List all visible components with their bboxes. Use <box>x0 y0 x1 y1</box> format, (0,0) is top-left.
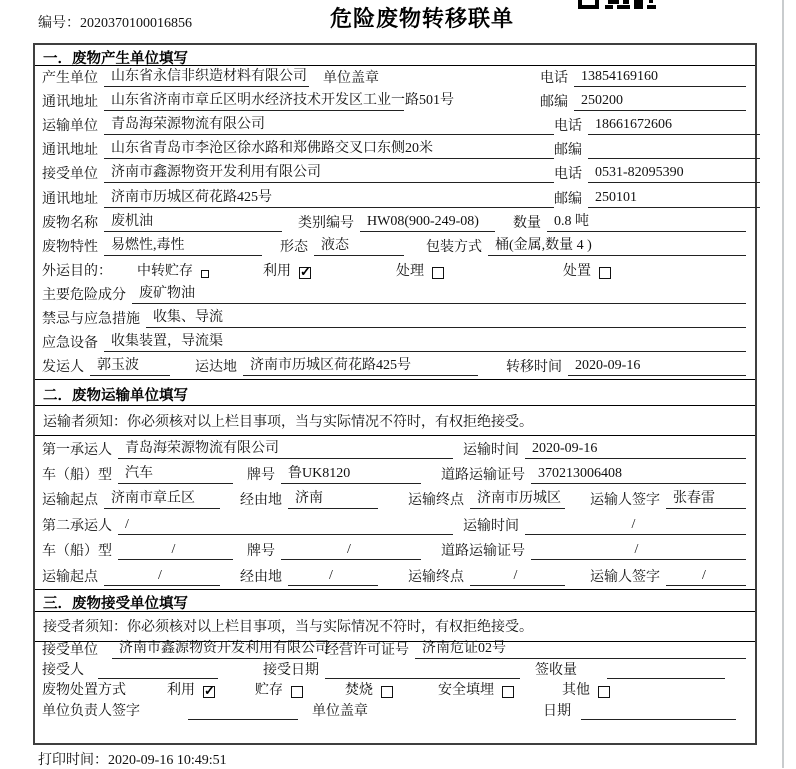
option-label: 其他 <box>562 683 590 699</box>
address-label: 通讯地址 <box>42 191 98 207</box>
print-time-label: 打印时间： <box>38 753 108 768</box>
date-label: 日期 <box>543 703 571 719</box>
option-label: 处置 <box>563 263 591 279</box>
row-accept-person <box>35 662 755 682</box>
destination-value: 济南市历城区荷花路425号 <box>243 354 478 376</box>
phone-label: 电话 <box>540 71 568 87</box>
road-license-2-value: / <box>531 542 746 560</box>
form-label: 形态 <box>280 239 308 255</box>
vehicle-type-2-value: / <box>118 542 233 560</box>
receiver-address-value: 济南市历城区荷花路425号 <box>104 186 554 208</box>
row-vehicle-1 <box>35 462 755 487</box>
row-producer-address <box>35 90 755 114</box>
transporter-address-value: 山东省青岛市李沧区徐水路和郑佛路交叉口东侧20米 <box>104 137 554 159</box>
receiver-unit-label: 接受单位 <box>42 167 98 183</box>
via-label: 经由地 <box>240 493 282 509</box>
date-value <box>581 704 736 720</box>
waste-name-label: 废物名称 <box>42 215 98 231</box>
accept-person-value <box>98 663 218 679</box>
vehicle-type-value: 汽车 <box>118 462 233 484</box>
category-value: HW08(900-249-08) <box>360 214 495 232</box>
serial-number <box>38 12 192 32</box>
row-main-hazard <box>35 283 755 307</box>
category-label: 类别编号 <box>298 215 354 231</box>
end-2-value: / <box>470 568 565 586</box>
section1-header: 一．废物产生单位填写 <box>35 45 755 66</box>
receiver-zip-value: 250101 <box>588 190 760 208</box>
end-value: 济南市历城区 <box>470 487 565 509</box>
accept-date-label: 接受日期 <box>263 663 319 679</box>
print-time <box>38 749 227 769</box>
checkbox-other <box>598 686 610 698</box>
waste-character-value: 易燃性,毒性 <box>104 234 262 256</box>
row-receiver-address <box>35 186 755 210</box>
row-first-carrier <box>35 436 755 461</box>
receiver-unit-value: 济南市鑫源物资开发利用有限公司 <box>104 161 554 183</box>
option-label: 中转贮存 <box>137 263 193 279</box>
main-hazard-label: 主要危险成分 <box>42 287 126 303</box>
end-label: 运输终点 <box>408 569 464 585</box>
row-waste-name <box>35 211 755 235</box>
destination-label: 运达地 <box>195 360 237 376</box>
plate-2-value: / <box>281 542 421 560</box>
first-carrier-label: 第一承运人 <box>42 442 112 458</box>
receiver-phone-value: 0531-82095390 <box>588 165 760 183</box>
signed-amount-value <box>607 663 725 679</box>
disposal-method-label: 废物处置方式 <box>42 683 126 699</box>
section2-header: 二．废物运输单位填写 <box>35 379 755 406</box>
transport-time-label: 运输时间 <box>463 442 519 458</box>
unit-seal-label: 单位盖章 <box>312 703 368 719</box>
row-producer-unit <box>35 66 755 90</box>
option-label: 利用 <box>167 683 195 699</box>
accept-date-value <box>325 663 520 679</box>
phone-label: 电话 <box>554 167 582 183</box>
second-carrier-label: 第二承运人 <box>42 518 112 534</box>
row-taboo-measures <box>35 307 755 331</box>
checkbox-incinerate <box>381 686 393 698</box>
taboo-measures-value: 收集、导流 <box>146 306 746 328</box>
head-signature-label: 单位负责人签字 <box>42 703 140 719</box>
row-accept-unit <box>35 642 755 662</box>
plate-value: 鲁UK8120 <box>281 462 421 484</box>
transport-time-value: 2020-09-16 <box>525 441 746 459</box>
transport-unit-label: 运输单位 <box>42 119 98 135</box>
row-waste-character <box>35 235 755 259</box>
form-value: 液态 <box>314 234 404 256</box>
plate-label: 牌号 <box>247 468 275 483</box>
row-transfer-purpose <box>35 259 755 283</box>
consignor-label: 发运人 <box>42 360 84 376</box>
checkbox-dispose <box>599 267 611 279</box>
vehicle-type-label: 车（船）型 <box>42 468 112 483</box>
road-license-label: 道路运输证号 <box>441 468 525 483</box>
page-edge-line <box>782 0 784 768</box>
option-label: 贮存 <box>255 683 283 699</box>
zip-label: 邮编 <box>554 143 582 159</box>
origin-2-value: / <box>104 568 220 586</box>
signed-amount-label: 签收量 <box>535 663 577 679</box>
transporter-phone-value: 18661672606 <box>588 117 760 135</box>
row-transporter-address <box>35 138 755 162</box>
row-receiver-unit <box>35 162 755 186</box>
via-value: 济南 <box>288 487 378 509</box>
transfer-purpose-label: 外运目的： <box>42 263 112 279</box>
road-license-value: 370213006408 <box>531 466 746 484</box>
option-label: 处理 <box>396 263 424 279</box>
transport-unit-value: 青岛海荣源物流有限公司 <box>104 113 554 135</box>
checkbox-utilize-receive <box>203 686 215 698</box>
emergency-equipment-value: 收集装置，导流渠 <box>104 330 746 352</box>
waste-name-value: 废机油 <box>104 210 282 232</box>
transfer-time-value: 2020-09-16 <box>568 358 746 376</box>
zip-label: 邮编 <box>540 95 568 111</box>
second-carrier-value: / <box>118 517 453 535</box>
page-title: 危险废物转移联单 <box>330 6 515 31</box>
row-vehicle-2 <box>35 538 755 563</box>
serial-value: 2020370100016856 <box>80 16 192 31</box>
row-head-signature <box>35 702 755 722</box>
row-route-1 <box>35 487 755 512</box>
origin-label: 运输起点 <box>42 569 98 585</box>
via-2-value: / <box>288 568 378 586</box>
taboo-measures-label: 禁忌与应急措施 <box>42 312 140 328</box>
via-label: 经由地 <box>240 569 282 585</box>
quantity-value: 0.8 吨 <box>547 210 746 232</box>
checkbox-treat <box>432 267 444 279</box>
plate-label: 牌号 <box>247 544 275 560</box>
row-disposal-method <box>35 682 755 702</box>
checkbox-store <box>291 686 303 698</box>
producer-phone-value: 13854169160 <box>574 69 746 87</box>
zip-label: 邮编 <box>554 191 582 207</box>
option-label: 安全填埋 <box>438 683 494 699</box>
row-second-carrier <box>35 512 755 537</box>
packing-value: 桶(金属,数量 4 ) <box>488 234 746 256</box>
row-consignor <box>35 355 755 379</box>
address-label: 通讯地址 <box>42 95 98 111</box>
producer-address-value: 山东省济南市章丘区明水经济技术开发区工业一路501号 <box>104 89 404 111</box>
qr-code-fragment <box>578 0 656 9</box>
transporter-notice: 运输者须知：你必须核对以上栏目事项，当与实际情况不符时，有权拒绝接受。 <box>35 406 755 436</box>
carrier-sign-2-value: / <box>666 568 746 586</box>
transport-time-label: 运输时间 <box>463 518 519 534</box>
serial-label: 编号： <box>38 16 80 31</box>
main-hazard-value: 废矿物油 <box>132 282 746 304</box>
checkbox-transit-storage <box>201 270 209 278</box>
producer-unit-label: 产生单位 <box>42 71 98 87</box>
option-label: 焚烧 <box>345 683 373 699</box>
waste-character-label: 废物特性 <box>42 239 98 255</box>
accept-person-label: 接受人 <box>42 663 84 679</box>
row-route-2 <box>35 563 755 588</box>
packing-label: 包装方式 <box>426 239 482 255</box>
quantity-label: 数量 <box>513 215 541 231</box>
consignor-value: 郭玉波 <box>90 354 170 376</box>
emergency-equipment-label: 应急设备 <box>42 336 98 352</box>
row-transport-unit <box>35 114 755 138</box>
option-label: 利用 <box>263 263 291 279</box>
permit-label: 经营许可证号 <box>325 642 409 658</box>
print-time-value: 2020-09-16 10:49:51 <box>108 753 227 768</box>
carrier-sign-label: 运输人签字 <box>590 569 660 585</box>
origin-label: 运输起点 <box>42 493 98 509</box>
origin-value: 济南市章丘区 <box>104 487 220 509</box>
producer-unit-value: 山东省永信非织造材料有限公司 <box>104 65 309 87</box>
producer-zip-value: 250200 <box>574 93 746 111</box>
carrier-sign-label: 运输人签字 <box>590 493 660 509</box>
transport-time-2-value: / <box>525 517 746 535</box>
address-label: 通讯地址 <box>42 143 98 159</box>
transporter-zip-value <box>588 143 760 159</box>
road-license-label: 道路运输证号 <box>441 544 525 560</box>
end-label: 运输终点 <box>408 493 464 509</box>
row-emergency-equipment <box>35 331 755 355</box>
carrier-sign-value: 张春雷 <box>666 487 746 509</box>
phone-label: 电话 <box>554 119 582 135</box>
transfer-time-label: 转移时间 <box>506 360 562 376</box>
accept-unit-label: 接受单位 <box>42 642 98 658</box>
accept-unit-value: 济南市鑫源物资开发利用有限公司 <box>112 637 317 659</box>
section3-header: 三．废物接受单位填写 <box>35 589 755 612</box>
receiver-notice: 接受者须知：你必须核对以上栏目事项，当与实际情况不符时，有权拒绝接受。 <box>35 612 755 642</box>
manifest-table <box>33 43 757 745</box>
vehicle-type-label: 车（船）型 <box>42 544 112 560</box>
checkbox-utilize <box>299 267 311 279</box>
head-signature-value <box>188 704 298 720</box>
checkbox-landfill <box>502 686 514 698</box>
unit-seal-label: 单位盖章 <box>323 71 379 87</box>
permit-value: 济南危证02号 <box>415 637 746 659</box>
first-carrier-value: 青岛海荣源物流有限公司 <box>118 437 453 459</box>
